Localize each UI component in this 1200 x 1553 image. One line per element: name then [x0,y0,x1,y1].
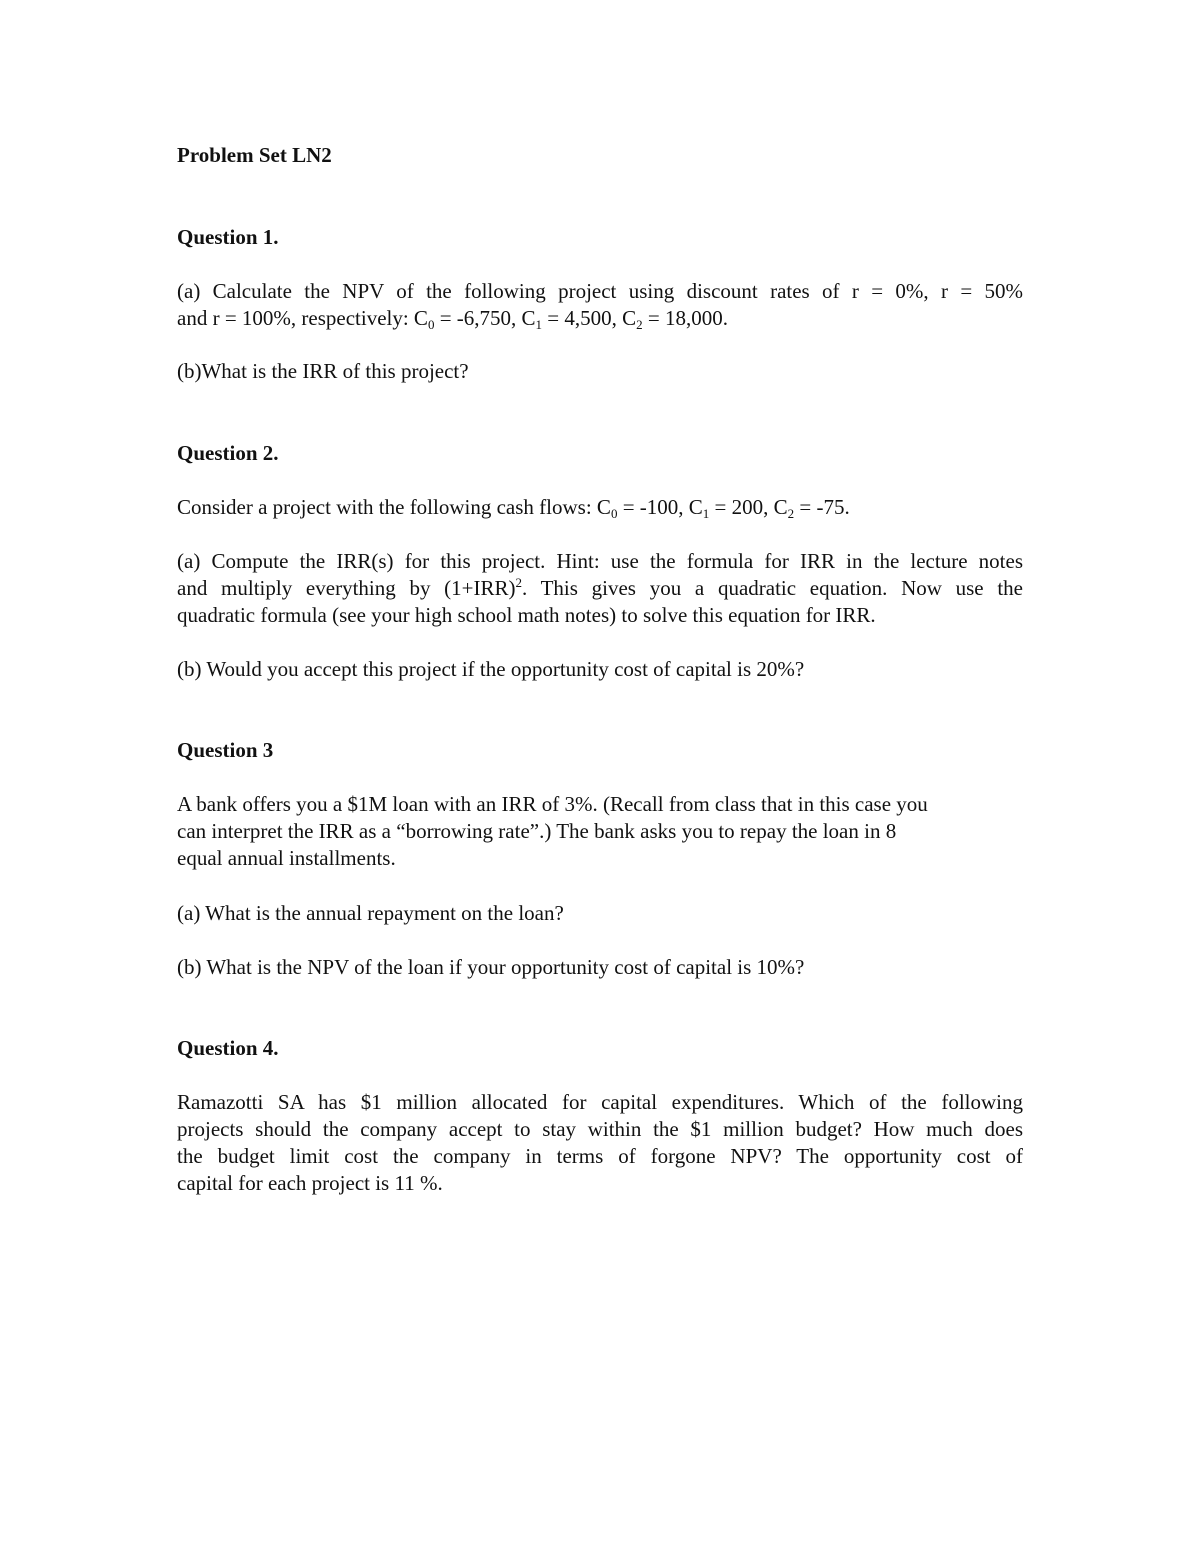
question-1b: (b)What is the IRR of this project? [177,359,469,383]
question-3-intro-line-3: equal annual installments. [177,846,396,870]
question-1a-line-2: and r = 100%, respectively: $C_0 = -6,750$, $C_1 = 4,500$, $C_2 = 18,000$. [177,306,728,332]
question-3-intro-line-1: A bank offers you a $1M loan with an IRR of 3%. (Recall from class that in this case you [177,792,928,816]
question-3-heading: Question 3 [177,738,274,762]
question-4-line-3: the budget limit cost the company in terms of forgone NPV? The opportunity cost of [177,1144,1023,1168]
question-4-line-4: capital for each project is 11 %. [177,1171,443,1195]
question-2b: (b) Would you accept this project if the opportunity cost of capital is 20%? [177,657,805,681]
question-2-heading: Question 2. [177,441,279,465]
question-1a-line-1: (a) Calculate the NPV of the following project using discount rates of r = 0%, r = 50% [177,279,1023,303]
question-1-heading: Question 1. [177,225,279,249]
page-title: Problem Set LN2 [177,143,332,167]
question-3-intro-line-2: can interpret the IRR as a “borrowing rate”.) The bank asks you to repay the loan in 8 [177,819,897,843]
question-4-line-2: projects should the company accept to stay within the $1 million budget? How much does [177,1117,1023,1141]
question-3a: (a) What is the annual repayment on the loan? [177,901,564,925]
question-2-intro: Consider a project with the following cash flows: $C_0 = -100$, $C_1 = 200$, $C_2 = -75$. [177,495,850,521]
question-2a-line-2: and multiply everything by $(1+IRR)^2$. This gives you a quadratic equation. Now use the [177,575,1023,600]
question-4-heading: Question 4. [177,1036,279,1060]
question-2a-line-3: quadratic formula (see your high school math notes) to solve this equation for IRR. [177,603,876,627]
question-2a-line-1: (a) Compute the IRR(s) for this project. Hint: use the formula for IRR in the lecture notes [177,549,1023,573]
question-4-line-1: Ramazotti SA has $1 million allocated for capital expenditures. Which of the following [177,1090,1023,1114]
question-3b: (b) What is the NPV of the loan if your opportunity cost of capital is 10%? [177,955,805,979]
